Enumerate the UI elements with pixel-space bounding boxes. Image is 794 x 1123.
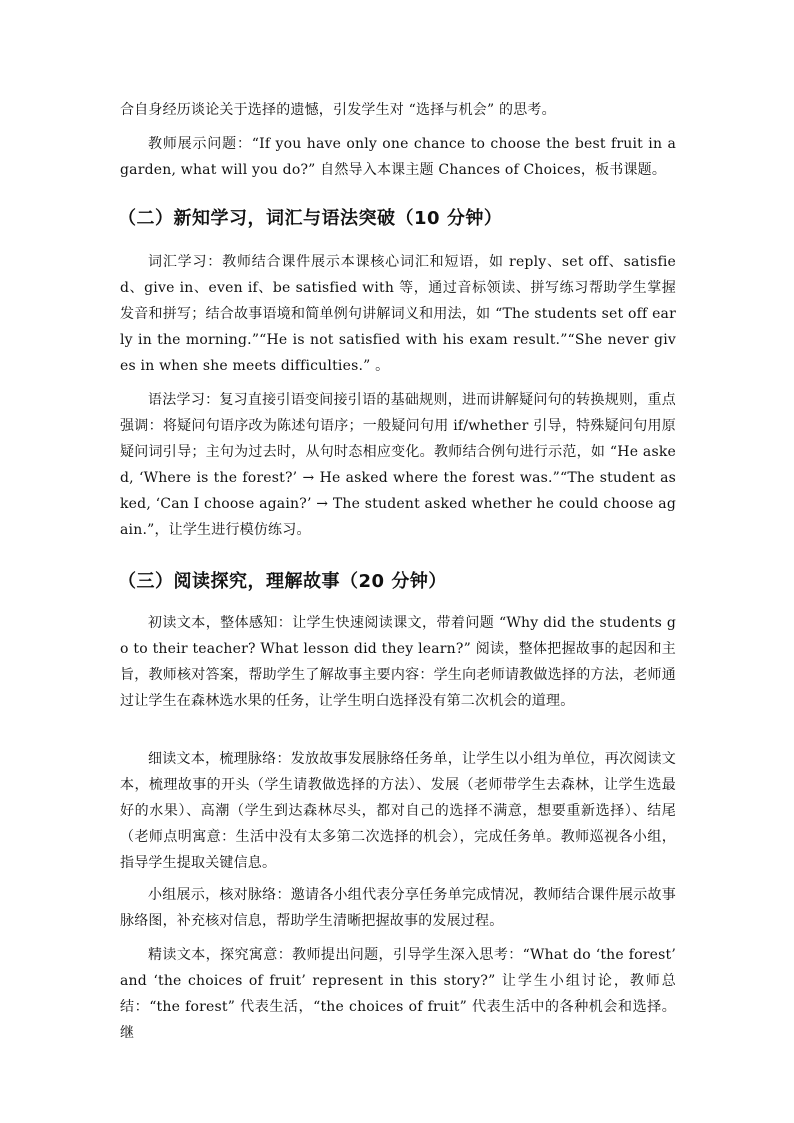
paragraph-grammar: 语法学习：复习直接引语变间接引语的基础规则，进而讲解疑问句的转换规则，重点强调：将疑问句语序改为陈述句语序；一般疑问句用 if/whether 引导，特殊疑问句用原疑问词引导；主句为过去时，从句时态相应变化。教师结合例句进行示范，如 “He asked, ‘Where is the forest?’ → He asked where the forest was.”“The student asked, ‘Can I choose again?’ → The student asked whether he could choose again.”，让学生进行模仿练习。 [120,392,676,538]
paragraph-first-reading: 初读文本，整体感知：让学生快速阅读课文，带着问题 “Why did the students go to their teacher? What lesson did they learn?” 阅读，整体把握故事的起因和主旨，教师核对答案，帮助学生了解故事主要内容：学生向老师请教做选择的方法，老师通过让学生在森林选水果的任务，让学生明白选择没有第二次机会的道理。 [120,615,676,709]
paragraph-group-show: 小组展示，核对脉络：邀请各小组代表分享任务单完成情况，教师结合课件展示故事脉络图，补充核对信息，帮助学生清晰把握故事的发展过程。 [120,887,676,929]
paragraph-intro-continued: 合自身经历谈论关于选择的遗憾，引发学生对 “选择与机会” 的思考。 [120,102,556,118]
section-heading-reading: （三）阅读探究，理解故事（20 分钟） [118,571,447,592]
section-heading-new-knowledge: （二）新知学习，词汇与语法突破（10 分钟） [118,208,503,229]
paragraph-intensive-reading: 精读文本，探究寓意：教师提出问题，引导学生深入思考：“What do ‘the forest’ and ‘the choices of fruit’ represent in this story?” 让学生小组讨论，教师总结：“the forest” 代表生活，“the choices of fruit” 代表生活中的各种机会和选择。继 [120,947,676,1041]
paragraph-vocabulary: 词汇学习：教师结合课件展示本课核心词汇和短语，如 reply、set off、satisfied、give in、even if、be satisfied with 等，通过音标领读、拼写练习帮助学生掌握发音和拼写；结合故事语境和简单例句讲解词义和用法，如 “The students set off early in the morning.”“He is not satisfied with his exam result.”“She never gives in when she meets difficulties.” 。 [120,254,676,374]
paragraph-teacher-question: 教师展示问题：“If you have only one chance to choose the best fruit in a garden, what will you do?” 自然导入本课主题 Chances of Choices，板书课题。 [120,136,676,178]
paragraph-detailed-reading: 细读文本，梳理脉络：发放故事发展脉络任务单，让学生以小组为单位，再次阅读文本，梳理故事的开头（学生请教做选择的方法）、发展（老师带学生去森林，让学生选最好的水果）、高潮（学生到达森林尽头，都对自己的选择不满意，想要重新选择）、结尾（老师点明寓意：生活中没有太多第二次选择的机会），完成任务单。教师巡视各小组，指导学生提取关键信息。 [120,751,676,871]
